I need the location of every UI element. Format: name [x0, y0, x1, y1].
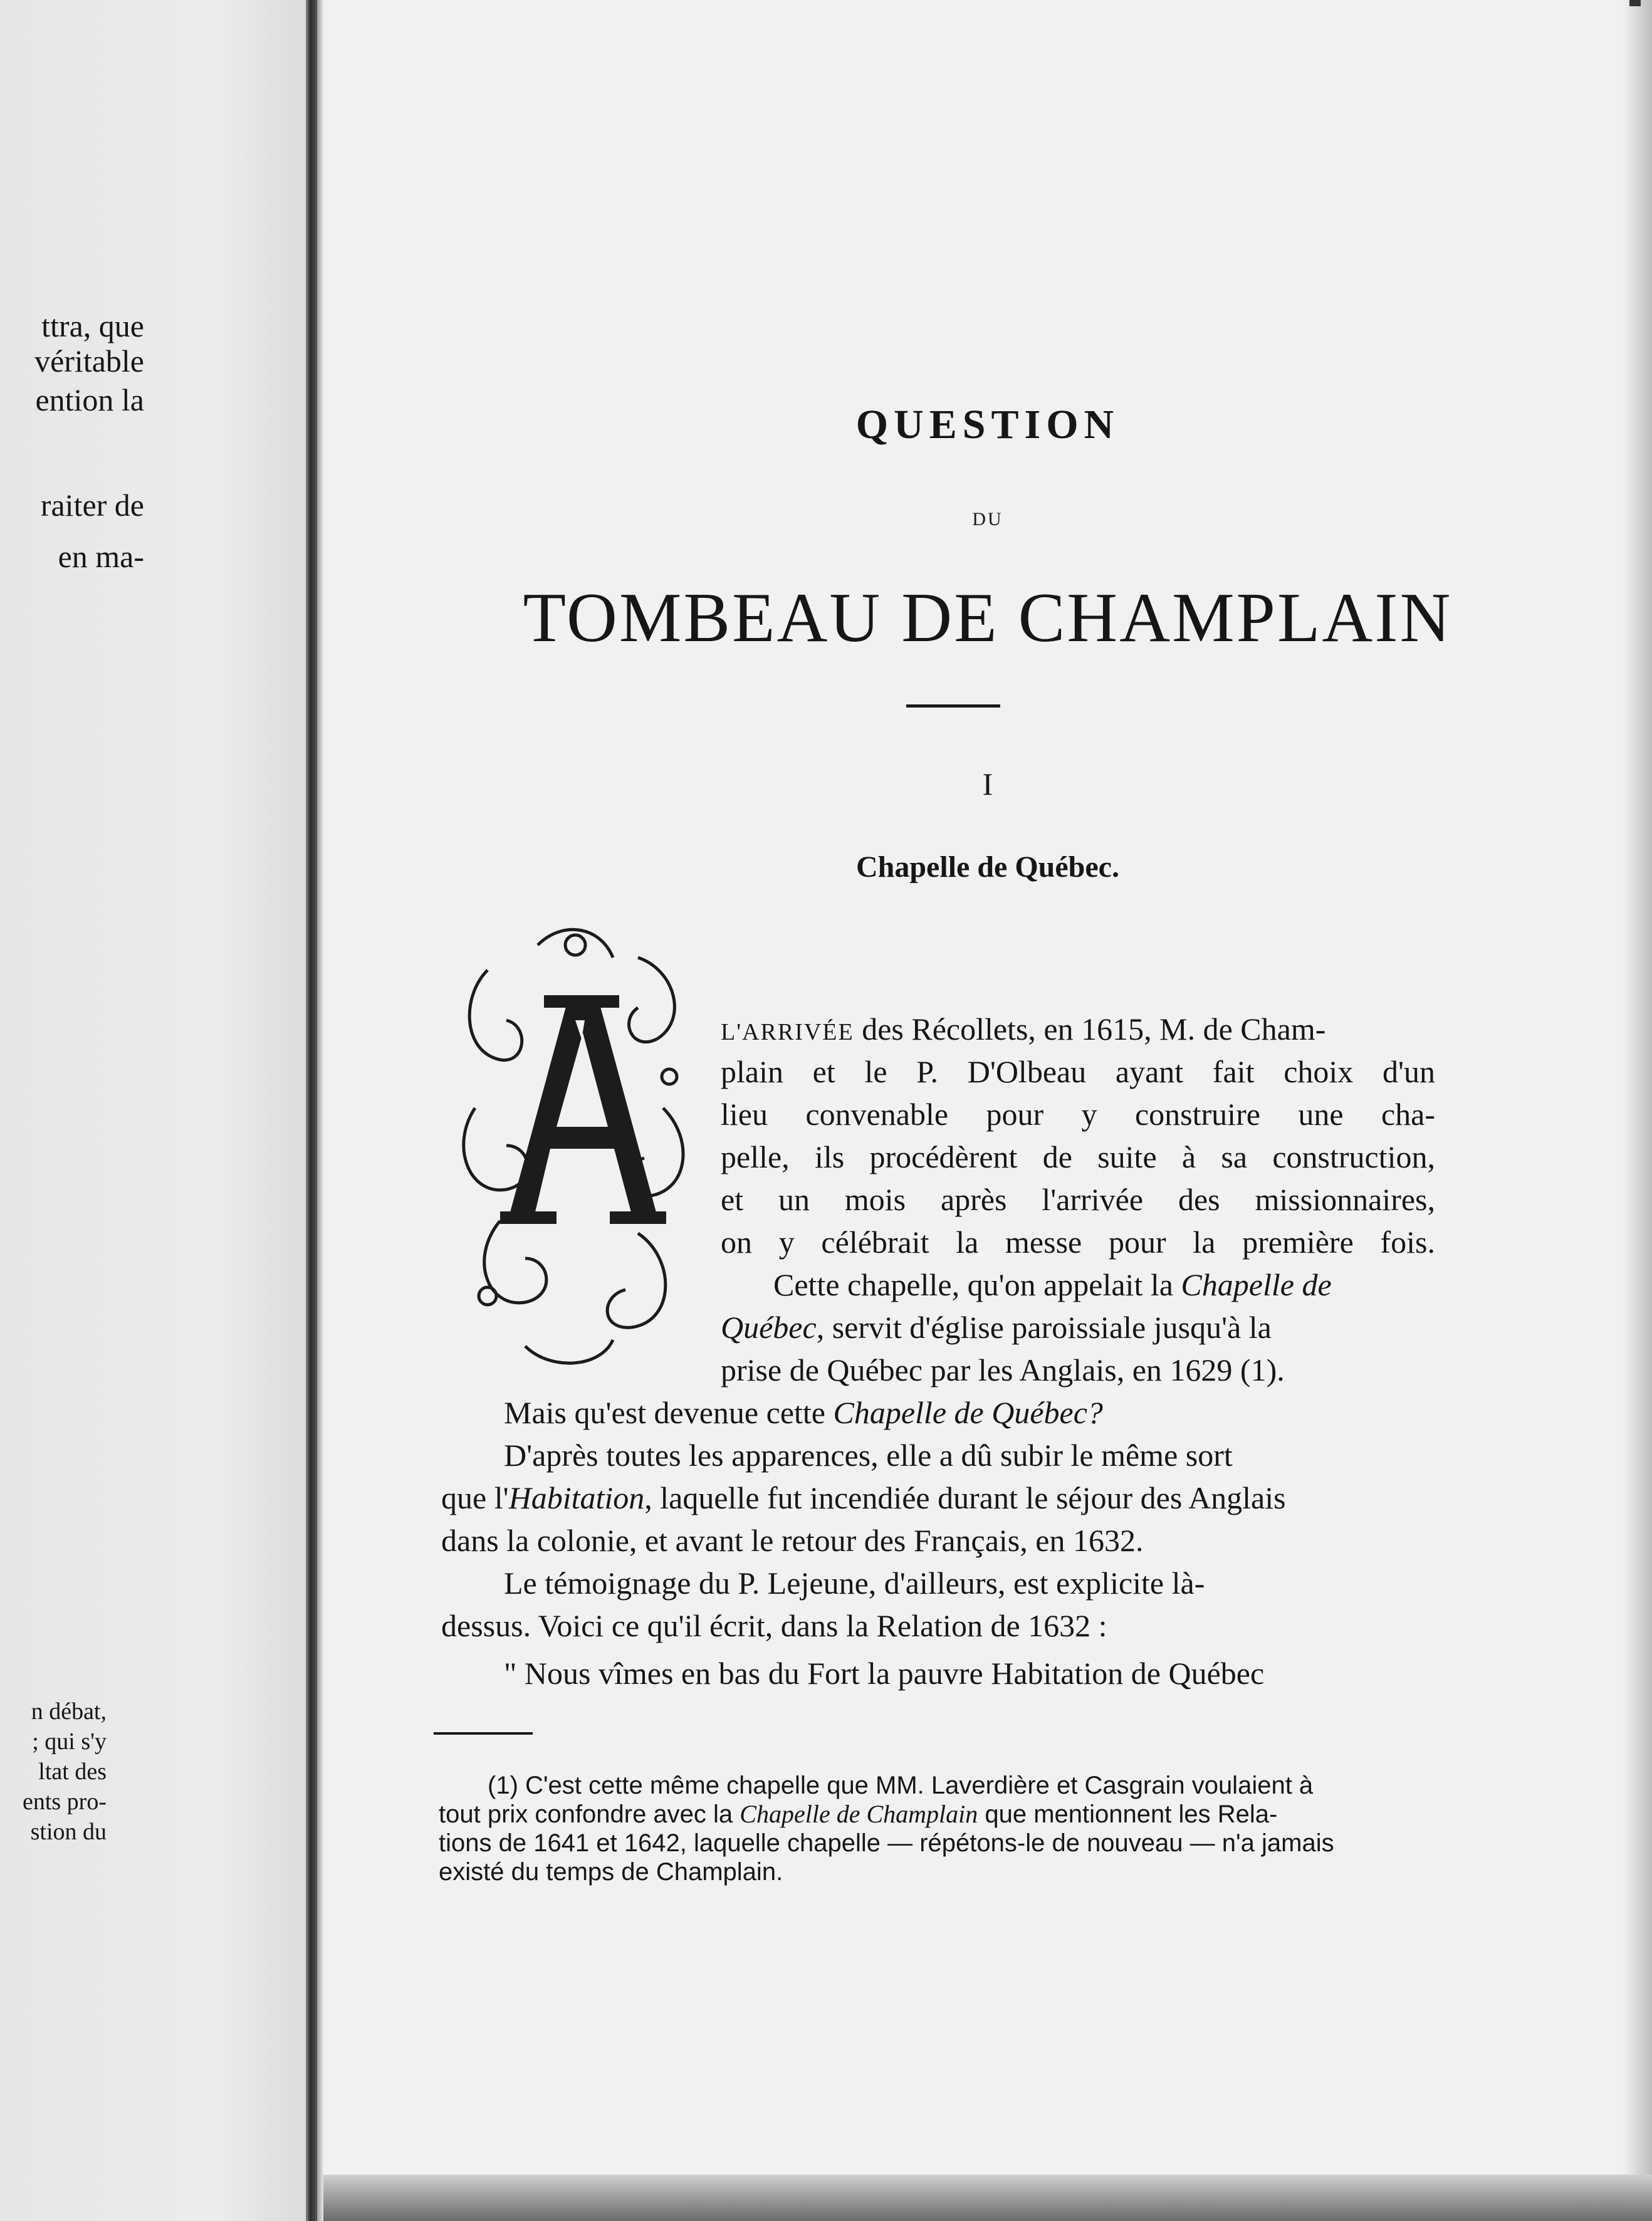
- section-heading: Chapelle de Québec.: [856, 850, 1119, 884]
- italic-span: Habitation: [508, 1480, 645, 1515]
- text-line: [773, 1266, 1332, 1304]
- italic-span: Chapelle de Québec?: [833, 1395, 1103, 1430]
- text-span: , servit d'église paroissiale jusqu'à la: [816, 1310, 1272, 1345]
- left-fragment: ttra, que: [41, 308, 144, 343]
- text-line: et un mois après l'arrivée des missionnaires,: [721, 1182, 1435, 1217]
- page-bottom-shadow: [323, 2175, 1652, 2221]
- left-facing-page: [0, 0, 308, 2221]
- text-line: D'après toutes les apparences, elle a dû subir le même sort: [504, 1438, 1233, 1473]
- left-fragment: ltat des: [38, 1759, 107, 1785]
- title-question: QUESTION: [855, 402, 1120, 447]
- left-fragment: raiter de: [40, 488, 144, 523]
- text-span: que l': [441, 1480, 509, 1515]
- text-line: [504, 1394, 1103, 1431]
- footnote-line: existé du temps de Champlain.: [439, 1858, 783, 1886]
- italic-span: Québec: [721, 1310, 817, 1345]
- ornamental-drop-cap-a: [450, 920, 698, 1371]
- left-fragment: n débat,: [31, 1698, 107, 1725]
- footnote-line: [439, 1800, 1277, 1829]
- text-line: pelle, ils procédèrent de suite à sa construction,: [721, 1139, 1435, 1174]
- book-gutter: [306, 0, 317, 2221]
- text-span: , laquelle fut incendiée durant le séjour des Anglais: [644, 1480, 1286, 1515]
- text-line: prise de Québec par les Anglais, en 1629 (1).: [721, 1352, 1285, 1387]
- lead-smallcaps: L'ARRIVÉE: [721, 1019, 854, 1045]
- scan-mark: [1629, 0, 1641, 6]
- text-line: [721, 1010, 1325, 1051]
- text-line: [721, 1309, 1272, 1346]
- text-line: on y célébrait la messe pour la première fois.: [721, 1225, 1435, 1260]
- text-span: Cette chapelle, qu'on appelait la: [773, 1267, 1181, 1302]
- title-main: TOMBEAU DE CHAMPLAIN: [523, 579, 1453, 657]
- page-right-shadow: [1623, 0, 1652, 2221]
- section-number: I: [982, 766, 993, 802]
- page-edge: [317, 0, 323, 2221]
- text-span: que mentionnent les Rela-: [978, 1800, 1278, 1828]
- left-fragment: en ma-: [58, 539, 144, 574]
- left-fragment: ; qui s'y: [32, 1728, 107, 1755]
- text-line: lieu convenable pour y construire une cha-: [721, 1097, 1435, 1132]
- text-line: " Nous vîmes en bas du Fort la pauvre Habitation de Québec: [504, 1656, 1265, 1691]
- footnote-line: (1) C'est cette même chapelle que MM. Laverdière et Casgrain voulaient à: [488, 1772, 1314, 1799]
- text-line: dessus. Voici ce qu'il écrit, dans la Relation de 1632 :: [441, 1608, 1107, 1643]
- left-fragment: stion du: [30, 1819, 107, 1845]
- italic-span: Chapelle de Champlain: [740, 1800, 978, 1828]
- title-du: DU: [972, 509, 1003, 530]
- left-fragment: ents pro-: [22, 1789, 107, 1815]
- title-rule: [906, 704, 1000, 708]
- text-line: [441, 1479, 1286, 1517]
- footnote-line: tions de 1641 et 1642, laquelle chapelle — répétons-le de nouveau — n'a jamais: [439, 1829, 1334, 1857]
- left-fragment: véritable: [34, 343, 144, 379]
- text-line: dans la colonie, et avant le retour des Français, en 1632.: [441, 1523, 1144, 1558]
- left-fragment: ention la: [35, 382, 144, 417]
- text-line: Le témoignage du P. Lejeune, d'ailleurs, est explicite là-: [504, 1565, 1205, 1601]
- text-line: plain et le P. D'Olbeau ayant fait choix d'un: [721, 1054, 1435, 1089]
- footnote-rule: [434, 1732, 533, 1735]
- text-span: Mais qu'est devenue cette: [504, 1395, 834, 1430]
- italic-span: Chapelle de: [1181, 1267, 1332, 1302]
- text-span: des Récollets, en 1615, M. de Cham-: [854, 1011, 1326, 1047]
- text-span: tout prix confondre avec la: [439, 1800, 740, 1828]
